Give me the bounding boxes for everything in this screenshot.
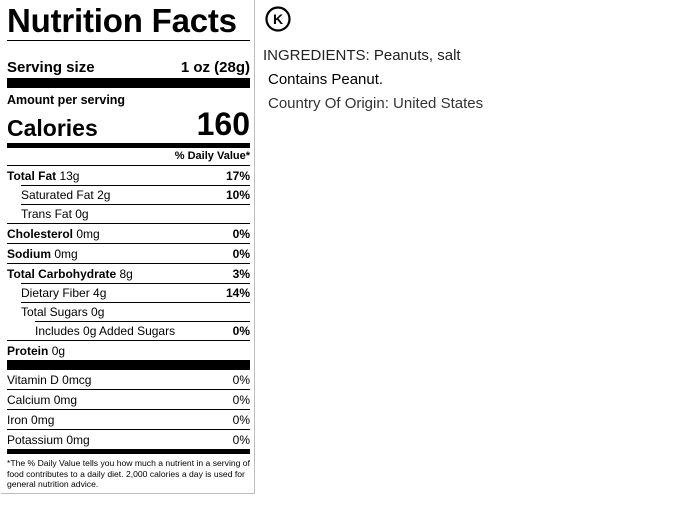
- nutrient-amount: 0g: [75, 207, 89, 221]
- divider-heavy: [7, 78, 250, 88]
- vitamin-row-vitamin-d: [7, 370, 250, 389]
- nutrient-row-sodium: [7, 243, 250, 263]
- vitamin-name: Calcium: [7, 393, 51, 407]
- vitamin-amount: 0mg: [53, 393, 78, 407]
- daily-value-footnote: *The % Daily Value tells you how much a nutrient in a serving of food contributes to a daily diet. 2,000 calories a day is used for general nutrition advice.: [7, 458, 250, 489]
- calories-row: [7, 107, 250, 141]
- nutrient-pct: 14%: [225, 286, 250, 300]
- serving-size-row: [7, 58, 250, 78]
- nutrient-row-total-sugars: [7, 302, 250, 321]
- nutrient-amount: 4g: [93, 286, 107, 300]
- nutrient-name: Dietary Fiber: [21, 286, 90, 300]
- divider-medium: [7, 449, 250, 454]
- daily-value-header: % Daily Value*: [174, 150, 250, 162]
- nutrient-row-cholesterol: [7, 223, 250, 243]
- nutrient-name: Total Fat: [7, 169, 57, 183]
- vitamin-pct: 0%: [232, 433, 250, 447]
- vitamin-pct: 0%: [232, 373, 250, 387]
- calories-label: Calories: [7, 115, 98, 141]
- nutrient-amount: 8g: [119, 267, 133, 281]
- nutrient-row-total-fat: [7, 165, 250, 185]
- vitamin-amount: 0mg: [66, 433, 90, 447]
- nutrient-pct: 0%: [232, 324, 250, 338]
- divider: [7, 40, 250, 41]
- vitamin-row-potassium: [7, 429, 250, 449]
- nutrient-row-total-carbohydrate: [7, 263, 250, 283]
- nutrient-row-trans-fat: [7, 204, 250, 223]
- vitamin-name: Iron: [7, 413, 28, 427]
- vitamin-amount: 0mg: [31, 413, 55, 427]
- nutrition-facts-label: [7, 0, 250, 490]
- nutrient-row-saturated-fat: [7, 185, 250, 204]
- nutrient-pct: 0%: [232, 227, 250, 241]
- vitamin-row-calcium: [7, 389, 250, 409]
- serving-size-label: Serving size: [7, 59, 95, 76]
- vitamin-name: Vitamin D: [7, 373, 59, 387]
- vitamin-pct: 0%: [232, 393, 250, 407]
- kosher-k-icon: [265, 6, 291, 32]
- nutrient-name: Sodium: [7, 247, 51, 261]
- vitamin-pct: 0%: [232, 413, 250, 427]
- amount-per-serving: Amount per serving: [7, 93, 126, 107]
- nutrient-amount: 0mg: [76, 227, 100, 241]
- nutrient-name: Saturated Fat: [21, 188, 94, 202]
- nutrition-facts-title: Nutrition Facts: [7, 2, 237, 39]
- nutrient-row-protein: [7, 340, 250, 360]
- nutrient-row-added-sugars: [7, 321, 250, 340]
- nutrient-name: Trans Fat: [21, 207, 72, 221]
- nutrient-pct: 10%: [225, 188, 250, 202]
- nutrient-pct: 17%: [225, 169, 250, 183]
- nutrient-name: Protein: [7, 344, 49, 358]
- vitamin-name: Potassium: [7, 433, 64, 447]
- kosher-letter: K: [272, 11, 284, 27]
- allergen-statement: Contains Peanut.: [268, 71, 384, 88]
- calories-value: 160: [196, 106, 250, 142]
- divider-heavy: [7, 360, 250, 370]
- nutrient-amount: 2g: [97, 188, 111, 202]
- nutrient-amount: 0g: [51, 344, 66, 358]
- nutrient-name: Includes 0g Added Sugars: [35, 324, 176, 338]
- nutrient-row-dietary-fiber: [7, 283, 250, 302]
- nutrient-amount: 0g: [91, 305, 105, 319]
- nutrient-amount: 13g: [59, 169, 80, 183]
- nutrient-pct: 0%: [232, 247, 250, 261]
- vitamin-row-iron: [7, 409, 250, 429]
- ingredients-text: INGREDIENTS: Peanuts, salt: [263, 47, 461, 64]
- vitamin-amount: 0mcg: [62, 373, 92, 387]
- nutrient-name: Total Carbohydrate: [7, 267, 117, 281]
- nutrient-pct: 3%: [232, 267, 250, 281]
- nutrient-name: Total Sugars: [21, 305, 88, 319]
- nutrient-amount: 0mg: [54, 247, 78, 261]
- nutrient-name: Cholesterol: [7, 227, 74, 241]
- serving-size-value: 1 oz (28g): [180, 59, 250, 76]
- country-of-origin: Country Of Origin: United States: [268, 95, 484, 112]
- nutrition-facts-panel: [1, 0, 255, 494]
